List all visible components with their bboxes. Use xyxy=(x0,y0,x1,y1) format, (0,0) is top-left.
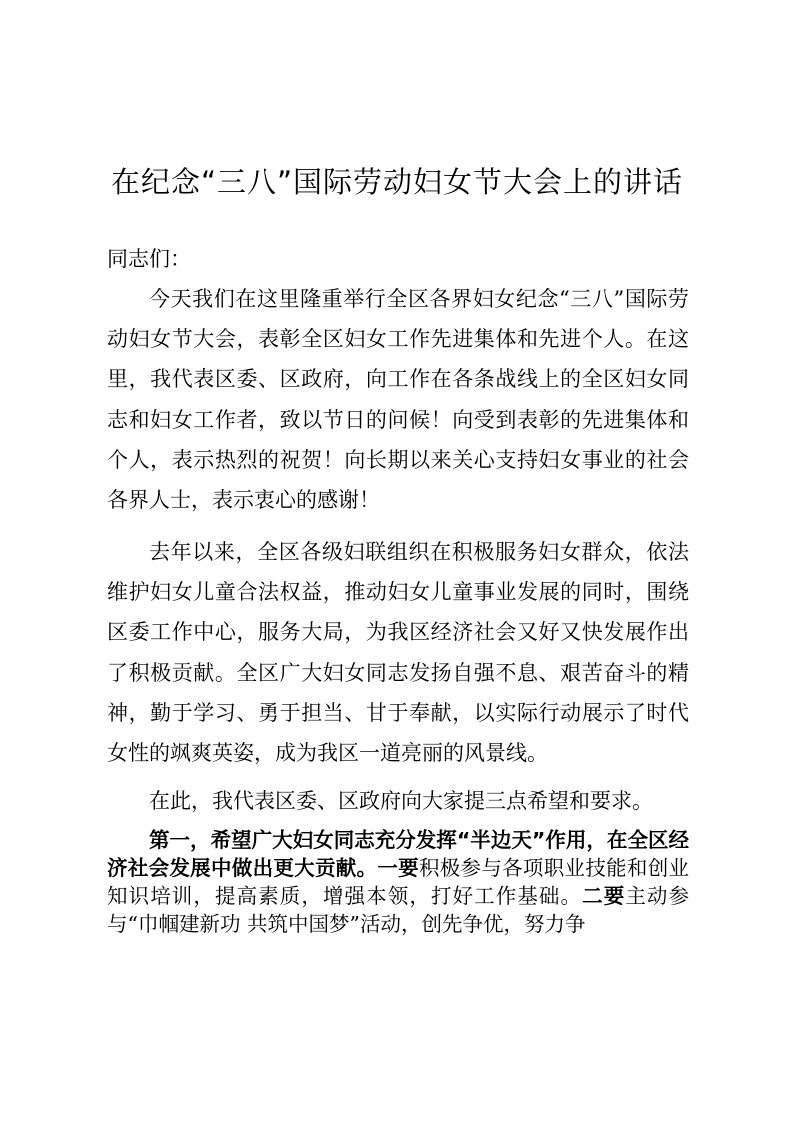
paragraph-first-hope xyxy=(107,826,689,954)
requirement-label-1: 一要 xyxy=(377,856,419,880)
greeting: 同志们： xyxy=(107,247,191,271)
requirement-text-2: 主动参与“巾帼建新功 共筑中国梦”活动，创先争优，努力争 xyxy=(107,884,689,936)
document-title: 在纪念“三八”国际劳动妇女节大会上的讲话 xyxy=(110,165,684,199)
requirement-label-2: 二要 xyxy=(582,884,626,908)
paragraph-transition: 在此，我代表区委、区政府向大家提三点希望和要求。 xyxy=(149,789,653,813)
paragraph-opening: 今天我们在这里隆重举行全区各界妇女纪念“三八”国际劳动妇女节大会，表彰全区妇女工作先进集体和先进个人。在这里，我代表区委、区政府，向工作在各条战线上的全区妇女同志和妇女工作者，致以节日的问候！向受到表彰的先进集体和个人，表示热烈的祝贺！向长期以来关心支持妇女事业的社会各界人士，表示衷心的感谢！ xyxy=(107,287,689,513)
first-hope-heading: 第一，希望广大妇女同志充分发挥“半边天”作用，在全区经济社会发展中做出更大贡献。 xyxy=(107,828,689,880)
requirement-text-1: 积极参与各项职业技能和创业知识培训，提高素质，增强本领，打好工作基础。 xyxy=(107,856,689,908)
paragraph-achievements: 去年以来，全区各级妇联组织在积极服务妇女群众，依法维护妇女儿童合法权益，推动妇女儿童事业发展的同时，围绕区委工作中心，服务大局，为我区经济社会又好又快发展作出了积极贡献。全区广大妇女同志发扬自强不息、艰苦奋斗的精神，勤于学习、勇于担当、甘于奉献，以实际行动展示了时代女性的飒爽英姿，成为我区一道亮丽的风景线。 xyxy=(107,540,689,766)
